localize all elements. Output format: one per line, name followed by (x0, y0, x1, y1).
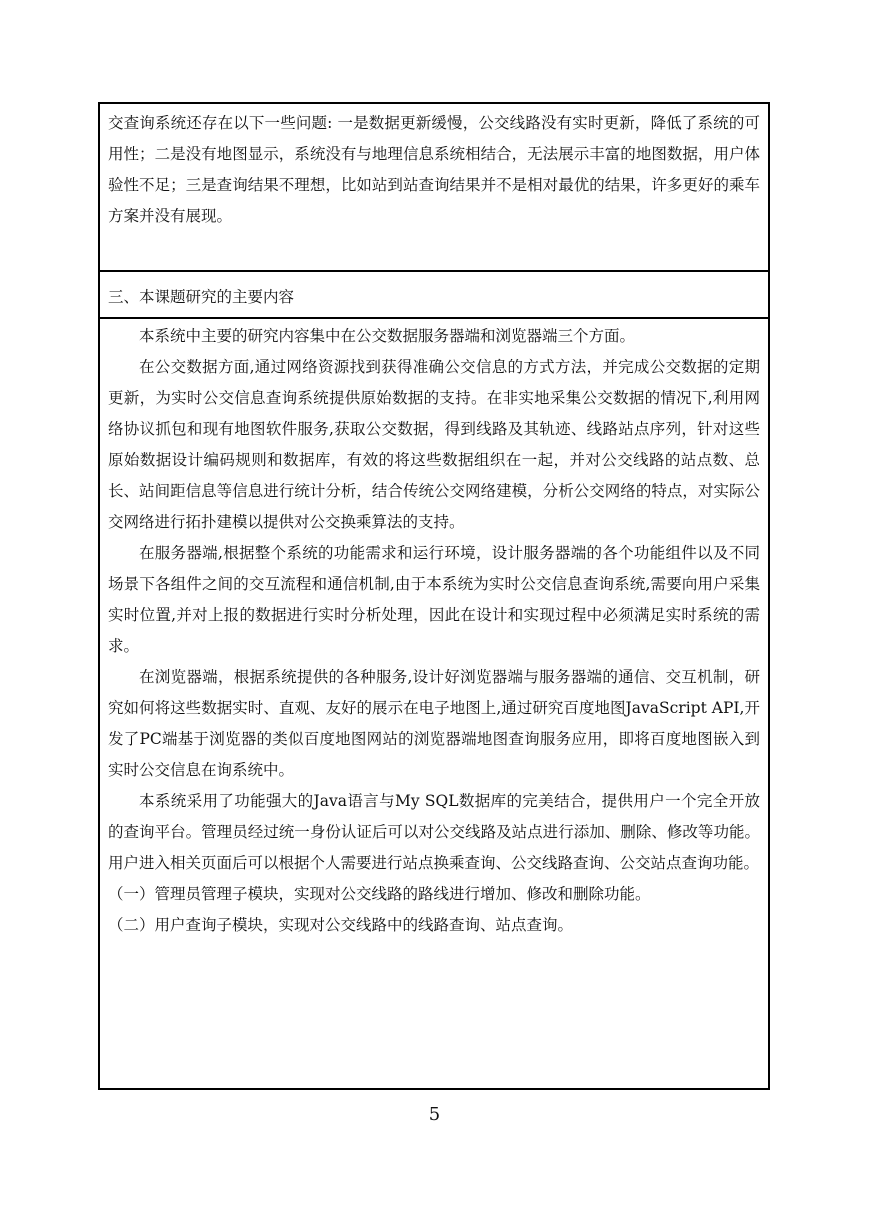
document-table (98, 102, 770, 1090)
list-item: （一）管理员管理子模块，实现对公交线路的路线进行增加、修改和删除功能。 (108, 885, 651, 903)
heading-section (100, 272, 768, 319)
content-body (100, 319, 768, 941)
list-item: （二）用户查询子模块，实现对公交线路中的线路查询、站点查询。 (108, 916, 574, 934)
paragraph: 本系统采用了功能强大的Java语言与My SQL数据库的完美结合，提供用户一个完全开放的查询平台。管理员经过统一身份认证后可以对公交线路及站点进行添加、删除、修改等功能。用户进入相关页面后可以根据个人需要进行站点换乘查询、公交线路查询、公交站点查询功能。 (108, 792, 760, 872)
problems-paragraph: 交查询系统还存在以下一些问题: 一是数据更新缓慢，公交线路没有实时更新，降低了系统的可用性；二是没有地图显示，系统没有与地理信息系统相结合，无法展示丰富的地图数据，用户体验性不足；三是查询结果不理想，比如站到站查询结果并不是相对最优的结果，许多更好的乘车方案并没有展现。 (108, 114, 760, 225)
page-number: 5 (428, 1104, 441, 1125)
section-heading: 三、本课题研究的主要内容 (108, 288, 295, 306)
content-section (100, 319, 768, 1088)
paragraph: 本系统中主要的研究内容集中在公交数据服务器端和浏览器端三个方面。 (139, 327, 636, 345)
paragraph: 在公交数据方面,通过网络资源找到获得准确公交信息的方式方法，并完成公交数据的定期更新，为实时公交信息查询系统提供原始数据的支持。在非实地采集公交数据的情况下,利用网络协议抓包和现有地图软件服务,获取公交数据，得到线路及其轨迹、线路站点序列，针对这些原始数据设计编码规则和数据库，有效的将这些数据组织在一起，并对公交线路的站点数、总长、站间距信息等信息进行统计分析，结合传统公交网络建模，分析公交网络的特点，对实际公交网络进行拓扑建模以提供对公交换乘算法的支持。 (108, 358, 760, 531)
paragraph: 在浏览器端，根据系统提供的各种服务,设计好浏览器端与服务器端的通信、交互机制，研究如何将这些数据实时、直观、友好的展示在电子地图上,通过研究百度地图JavaScript API,开发了PC端基于浏览器的类似百度地图网站的浏览器端地图查询服务应用，即将百度地图嵌入到实时公交信息在询系统中。 (108, 668, 760, 779)
problems-section (100, 104, 768, 272)
paragraph: 在服务器端,根据整个系统的功能需求和运行环境，设计服务器端的各个功能组件以及不同场景下各组件之间的交互流程和通信机制,由于本系统为实时公交信息查询系统,需要向用户采集实时位置,并对上报的数据进行实时分析处理，因此在设计和实现过程中必须满足实时系统的需求。 (108, 544, 760, 655)
